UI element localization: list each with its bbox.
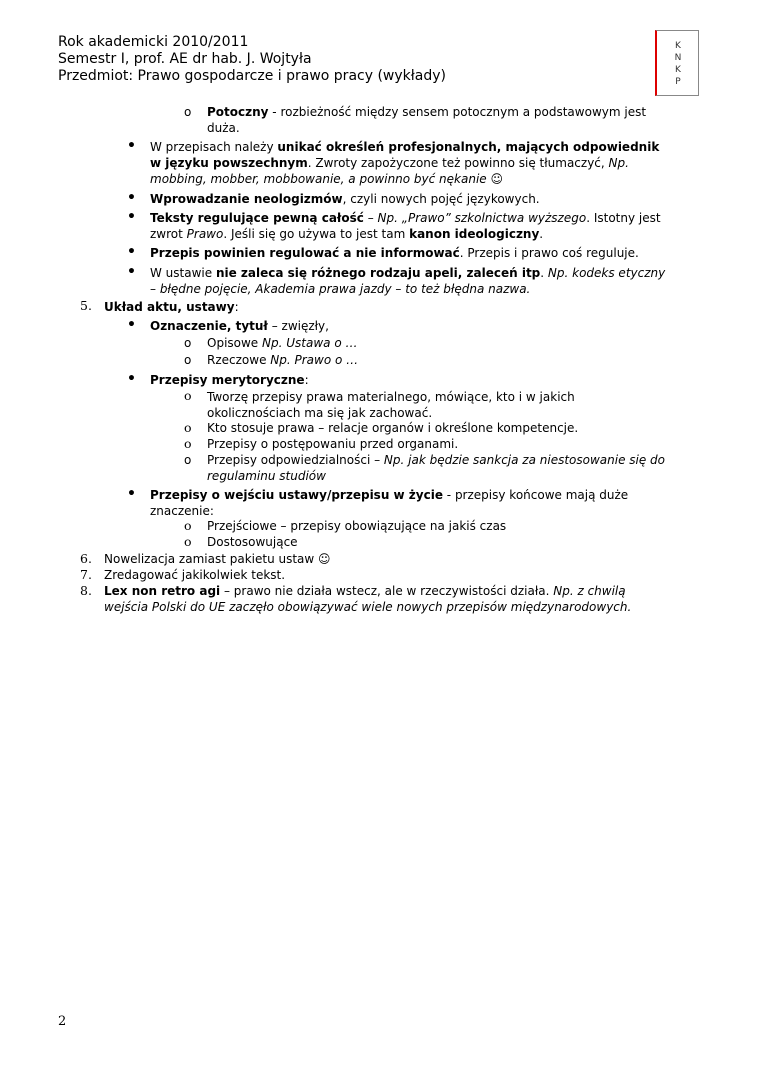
list-item-continuation: okolicznościach ma się jak zachować.: [207, 406, 433, 420]
semester-info: Semestr I, prof. AE dr hab. J. Wojtyła: [58, 51, 312, 67]
subject-title: Przedmiot: Prawo gospodarcze i prawo pracy (wykłady): [58, 68, 446, 84]
logo-letter: N: [674, 53, 682, 63]
list-item-neologizmy: Wprowadzanie neologizmów, czyli nowych pojęć językowych.: [150, 192, 540, 206]
logo-letter: K: [675, 41, 681, 51]
list-item-dostosowujace: Dostosowujące: [207, 535, 298, 549]
list-item-postepowanie: Przepisy o postępowaniu przed organami.: [207, 437, 459, 451]
list-item-oznaczenie: Oznaczenie, tytuł – zwięzły,: [150, 319, 329, 333]
list-item-opisowe: Opisowe Np. Ustawa o …: [207, 336, 358, 350]
list-item-merytoryczne: Przepisy merytoryczne:: [150, 373, 309, 387]
bullet-marker: •: [127, 371, 136, 387]
list-item-przejsciowe: Przejściowe – przepisy obowiązujące na jakiś czas: [207, 519, 507, 533]
sub-bullet-marker: o: [184, 388, 192, 403]
sub-bullet-marker: o: [184, 436, 192, 451]
sub-bullet-marker: o: [184, 453, 192, 467]
bullet-marker: •: [127, 138, 136, 154]
list-item-regulowac: Przepis powinien regulować a nie informować. Przepis i prawo coś reguluje.: [150, 246, 639, 260]
list-item-continuation: – błędne pojęcie, Akademia prawa jazdy – to też błędna nazwa.: [150, 282, 531, 296]
bullet-marker: •: [127, 317, 136, 333]
sub-bullet-marker: o: [184, 518, 192, 533]
sub-bullet-marker: o: [184, 105, 192, 119]
list-item-continuation: znaczenie:: [150, 504, 214, 518]
academic-year: Rok akademicki 2010/2011: [58, 34, 249, 50]
logo-letter: P: [675, 77, 681, 87]
list-item-nowelizacja: Nowelizacja zamiast pakietu ustaw ☺: [104, 552, 331, 566]
list-number: 5.: [80, 298, 92, 313]
list-item-continuation: zwrot Prawo. Jeśli się go używa to jest tam kanon ideologiczny.: [150, 227, 544, 241]
list-item-continuation: regulaminu studiów: [207, 469, 326, 483]
logo-letter: K: [675, 65, 681, 75]
knkp-logo: [655, 30, 699, 96]
sub-bullet-marker: o: [184, 420, 192, 435]
list-item-odpowiedzialnosc: Przepisy odpowiedzialności – Np. jak będzie sankcja za niestosowanie się do: [207, 453, 666, 467]
list-number: 8.: [80, 583, 92, 598]
list-item-zredagowac: Zredagować jakikolwiek tekst.: [104, 568, 286, 582]
sub-bullet-marker: o: [184, 534, 192, 549]
document-header: [58, 34, 446, 85]
page-number: 2: [58, 1014, 67, 1029]
list-item-teksty: Teksty regulujące pewną całość – Np. „Prawo” szkolnictwa wyższego. Istotny jest: [150, 211, 661, 225]
bullet-marker: •: [127, 486, 136, 502]
list-number: 7.: [80, 567, 92, 582]
list-item-tworza: Tworzę przepisy prawa materialnego, mówiące, kto i w jakich: [207, 390, 575, 404]
sub-bullet-marker: o: [184, 353, 192, 367]
list-number: 6.: [80, 551, 92, 566]
sub-bullet-marker: o: [184, 336, 192, 350]
list-item-potoczny: Potoczny - rozbieżność między sensem potocznym a podstawowym jest: [207, 105, 647, 119]
list-item-continuation: duża.: [207, 121, 240, 135]
bullet-marker: •: [127, 264, 136, 280]
list-item-continuation: w języku powszechnym. Zwroty zapożyczone też powinno się tłumaczyć, Np.: [150, 156, 629, 170]
list-item-apele: W ustawie nie zaleca się różnego rodzaju apeli, zaleceń itp. Np. kodeks etyczny: [150, 266, 666, 280]
bullet-marker: •: [127, 244, 136, 260]
list-item-continuation: wejścia Polski do UE zaczęło obowiązywać wiele nowych przepisów międzynarodowych.: [104, 600, 632, 614]
bullet-marker: •: [127, 209, 136, 225]
list-item-profesjonalne: W przepisach należy unikać określeń profesjonalnych, mających odpowiednik: [150, 140, 660, 154]
list-item-uklad: Układ aktu, ustawy:: [104, 300, 239, 314]
list-item-stosuje: Kto stosuje prawa – relacje organów i określone kompetencje.: [207, 421, 579, 435]
list-item-rzeczowe: Rzeczowe Np. Prawo o …: [207, 353, 359, 367]
bullet-marker: •: [127, 190, 136, 206]
list-item-continuation: mobbing, mobber, mobbowanie, a powinno być nękanie ☺: [150, 172, 503, 186]
list-item-wejscie: Przepisy o wejściu ustawy/przepisu w życie - przepisy końcowe mają duże: [150, 488, 629, 502]
list-item-lex: Lex non retro agi – prawo nie działa wstecz, ale w rzeczywistości działa. Np. z chwilą: [104, 584, 626, 598]
